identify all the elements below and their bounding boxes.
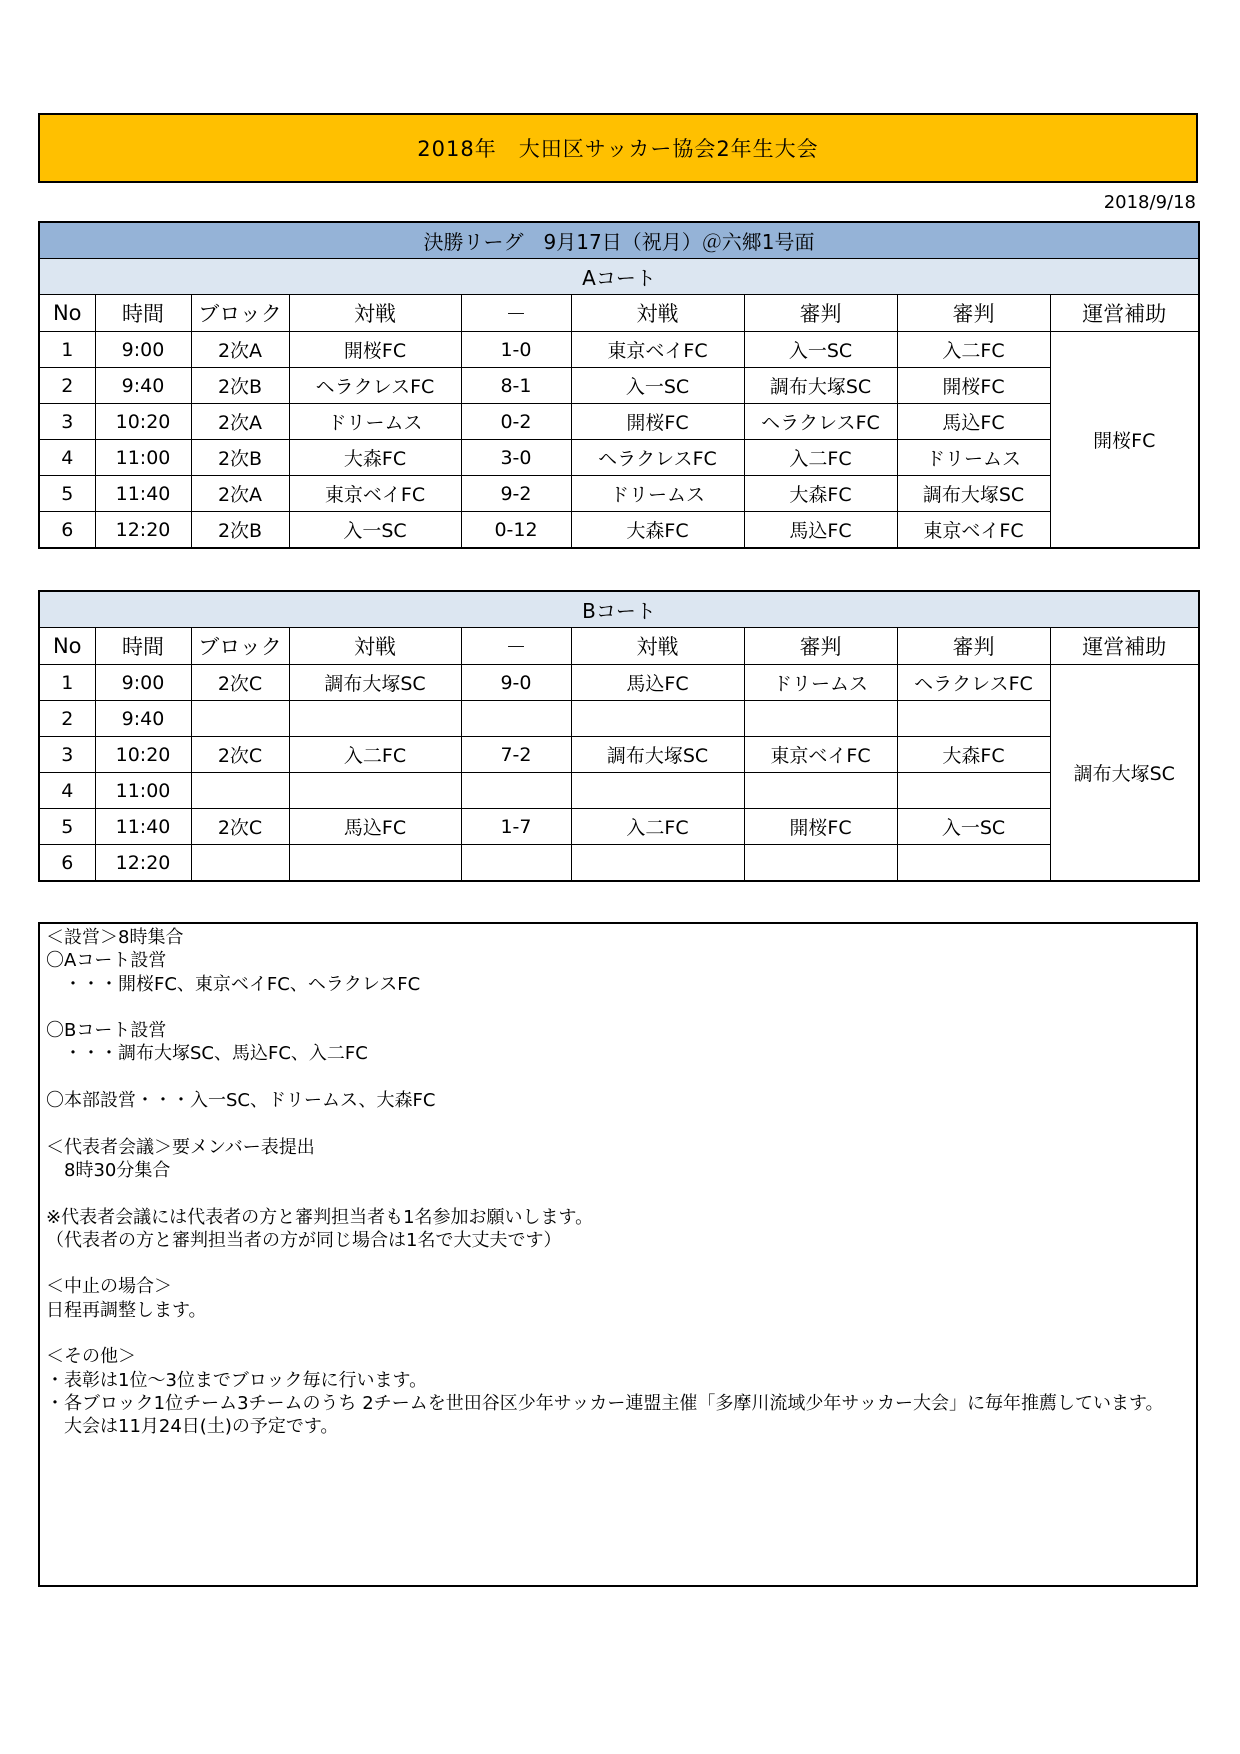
cell-block: 2次A: [191, 476, 289, 512]
note-line: ・・・開桜FC、東京ベイFC、ヘラクレスFC: [46, 973, 421, 995]
cell-team-away: 入二FC: [571, 809, 744, 845]
cell-no: 1: [39, 665, 95, 701]
note-line: ※代表者会議には代表者の方と審判担当者も1名参加お願いします。: [46, 1206, 594, 1228]
cell-referee-1: 大森FC: [744, 476, 897, 512]
note-line: ・表彰は1位～3位までブロック毎に行います。: [46, 1369, 428, 1391]
cell-time: 9:40: [95, 701, 191, 737]
cell-referee-2: [897, 701, 1050, 737]
cell-time: 11:40: [95, 809, 191, 845]
cell-referee-2: 入二FC: [897, 332, 1050, 368]
court-name: Bコート: [39, 591, 1199, 628]
table-row: [39, 701, 1199, 737]
header-score: －: [461, 628, 571, 665]
header-support: 運営補助: [1050, 295, 1199, 332]
document-date: 2018/9/18: [1103, 192, 1196, 213]
note-line: （代表者の方と審判担当者の方が同じ場合は1名で大丈夫です）: [46, 1229, 562, 1251]
cell-team-away: 馬込FC: [571, 665, 744, 701]
note-line: [46, 1322, 1190, 1345]
cell-no: 5: [39, 476, 95, 512]
cell-no: 4: [39, 773, 95, 809]
cell-no: 4: [39, 440, 95, 476]
cell-team-home: 入二FC: [289, 737, 461, 773]
note-line: [46, 1182, 1190, 1205]
cell-time: 11:40: [95, 476, 191, 512]
cell-referee-1: 開桜FC: [744, 809, 897, 845]
header-no: No: [39, 295, 95, 332]
cell-team-away: [571, 845, 744, 882]
cell-referee-1: 馬込FC: [744, 512, 897, 549]
cell-time: 10:20: [95, 404, 191, 440]
cell-time: 9:00: [95, 665, 191, 701]
note-line: ＜中止の場合＞: [46, 1276, 172, 1298]
cell-block: 2次A: [191, 404, 289, 440]
cell-block: 2次B: [191, 368, 289, 404]
cell-block: [191, 701, 289, 737]
note-line: 8時30分集合: [46, 1159, 171, 1181]
header-team-home: 対戦: [289, 628, 461, 665]
cell-no: 6: [39, 512, 95, 549]
cell-referee-2: ヘラクレスFC: [897, 665, 1050, 701]
cell-referee-1: 調布大塚SC: [744, 368, 897, 404]
header-row: [39, 295, 1199, 332]
cell-referee-2: [897, 845, 1050, 882]
header-support: 運営補助: [1050, 628, 1199, 665]
cell-referee-2: 馬込FC: [897, 404, 1050, 440]
cell-team-home: ヘラクレスFC: [289, 368, 461, 404]
cell-team-away: [571, 773, 744, 809]
cell-no: 1: [39, 332, 95, 368]
cell-team-away: 大森FC: [571, 512, 744, 549]
table-row: [39, 665, 1199, 701]
header-referee-2: 審判: [897, 295, 1050, 332]
cell-score: 0-12: [461, 512, 571, 549]
cell-block: 2次C: [191, 737, 289, 773]
table-row: [39, 845, 1199, 882]
header-referee-1: 審判: [744, 295, 897, 332]
table-row: [39, 737, 1199, 773]
cell-team-away: ヘラクレスFC: [571, 440, 744, 476]
note-line: ・各ブロック1位チーム3チームのうち 2チームを世田谷区少年サッカー連盟主催「多摩川流域少年サッカー大会」に毎年推薦しています。: [46, 1392, 1164, 1414]
support-team: 開桜FC: [1050, 332, 1199, 549]
table-row: [39, 332, 1199, 368]
note-line: 〇本部設営・・・入一SC、ドリームス、大森FC: [46, 1090, 436, 1112]
cell-team-home: 調布大塚SC: [289, 665, 461, 701]
table-row: [39, 368, 1199, 404]
note-line: ＜代表者会議＞要メンバー表提出: [46, 1136, 315, 1158]
table-row: [39, 512, 1199, 549]
cell-team-home: 入一SC: [289, 512, 461, 549]
cell-team-home: ドリームス: [289, 404, 461, 440]
header-time: 時間: [95, 628, 191, 665]
cell-score: 3-0: [461, 440, 571, 476]
cell-block: 2次C: [191, 809, 289, 845]
cell-referee-1: 入一SC: [744, 332, 897, 368]
table-row: [39, 440, 1199, 476]
header-team-away: 対戦: [571, 628, 744, 665]
note-line: [46, 1112, 1190, 1135]
note-line: [46, 996, 1190, 1019]
cell-team-away: [571, 701, 744, 737]
header-time: 時間: [95, 295, 191, 332]
cell-referee-1: 東京ベイFC: [744, 737, 897, 773]
cell-block: 2次C: [191, 665, 289, 701]
cell-score: 9-2: [461, 476, 571, 512]
cell-time: 11:00: [95, 440, 191, 476]
cell-referee-2: 入一SC: [897, 809, 1050, 845]
table-row: [39, 404, 1199, 440]
cell-block: 2次A: [191, 332, 289, 368]
cell-referee-1: ヘラクレスFC: [744, 404, 897, 440]
cell-team-away: 入一SC: [571, 368, 744, 404]
note-line: ＜その他＞: [46, 1346, 136, 1368]
cell-referee-2: 開桜FC: [897, 368, 1050, 404]
note-line: [46, 1066, 1190, 1089]
header-referee-2: 審判: [897, 628, 1050, 665]
cell-referee-2: 東京ベイFC: [897, 512, 1050, 549]
table-row: [39, 773, 1199, 809]
cell-time: 11:00: [95, 773, 191, 809]
support-team: 調布大塚SC: [1050, 665, 1199, 882]
cell-referee-1: [744, 845, 897, 882]
header-block: ブロック: [191, 295, 289, 332]
cell-referee-1: [744, 701, 897, 737]
cell-score: 8-1: [461, 368, 571, 404]
cell-no: 2: [39, 701, 95, 737]
cell-team-home: [289, 701, 461, 737]
cell-team-home: 大森FC: [289, 440, 461, 476]
cell-referee-2: 大森FC: [897, 737, 1050, 773]
court-a-schedule-table: [38, 221, 1200, 549]
league-heading: 決勝リーグ 9月17日（祝月）＠六郷1号面: [39, 222, 1199, 259]
cell-team-home: [289, 773, 461, 809]
note-line: [46, 1252, 1190, 1275]
table-row: [39, 476, 1199, 512]
cell-block: 2次B: [191, 440, 289, 476]
cell-no: 3: [39, 737, 95, 773]
header-team-home: 対戦: [289, 295, 461, 332]
header-row: [39, 628, 1199, 665]
notes-box: [38, 922, 1198, 1587]
cell-block: [191, 845, 289, 882]
header-team-away: 対戦: [571, 295, 744, 332]
cell-score: 7-2: [461, 737, 571, 773]
header-score: －: [461, 295, 571, 332]
document-title: 2018年 大田区サッカー協会2年生大会: [38, 113, 1198, 183]
cell-score: 0-2: [461, 404, 571, 440]
note-line: ・・・調布大塚SC、馬込FC、入二FC: [46, 1043, 368, 1065]
cell-time: 9:00: [95, 332, 191, 368]
cell-no: 2: [39, 368, 95, 404]
cell-referee-2: [897, 773, 1050, 809]
header-block: ブロック: [191, 628, 289, 665]
cell-team-home: 馬込FC: [289, 809, 461, 845]
cell-no: 3: [39, 404, 95, 440]
cell-team-home: 東京ベイFC: [289, 476, 461, 512]
cell-score: 9-0: [461, 665, 571, 701]
cell-time: 12:20: [95, 845, 191, 882]
note-line: 大会は11月24日(土)の予定です。: [46, 1416, 339, 1438]
note-line: 〇Bコート設営: [46, 1020, 167, 1042]
cell-referee-1: [744, 773, 897, 809]
cell-block: [191, 773, 289, 809]
cell-referee-2: 調布大塚SC: [897, 476, 1050, 512]
cell-referee-2: ドリームス: [897, 440, 1050, 476]
cell-team-away: ドリームス: [571, 476, 744, 512]
cell-team-away: 調布大塚SC: [571, 737, 744, 773]
cell-time: 9:40: [95, 368, 191, 404]
court-name: Aコート: [39, 259, 1199, 295]
cell-score: 1-7: [461, 809, 571, 845]
cell-referee-1: ドリームス: [744, 665, 897, 701]
cell-block: 2次B: [191, 512, 289, 549]
cell-team-home: 開桜FC: [289, 332, 461, 368]
note-line: 日程再調整します。: [46, 1299, 207, 1321]
note-line: ＜設営＞8時集合: [46, 927, 184, 948]
cell-team-away: 東京ベイFC: [571, 332, 744, 368]
cell-referee-1: 入二FC: [744, 440, 897, 476]
cell-no: 6: [39, 845, 95, 882]
court-b-schedule-table: [38, 590, 1200, 882]
table-row: [39, 809, 1199, 845]
note-line: 〇Aコート設営: [46, 950, 167, 972]
cell-team-away: 開桜FC: [571, 404, 744, 440]
header-no: No: [39, 628, 95, 665]
cell-time: 12:20: [95, 512, 191, 549]
cell-no: 5: [39, 809, 95, 845]
cell-score: 1-0: [461, 332, 571, 368]
header-referee-1: 審判: [744, 628, 897, 665]
cell-score: [461, 773, 571, 809]
cell-time: 10:20: [95, 737, 191, 773]
cell-team-home: [289, 845, 461, 882]
cell-score: [461, 701, 571, 737]
cell-score: [461, 845, 571, 882]
